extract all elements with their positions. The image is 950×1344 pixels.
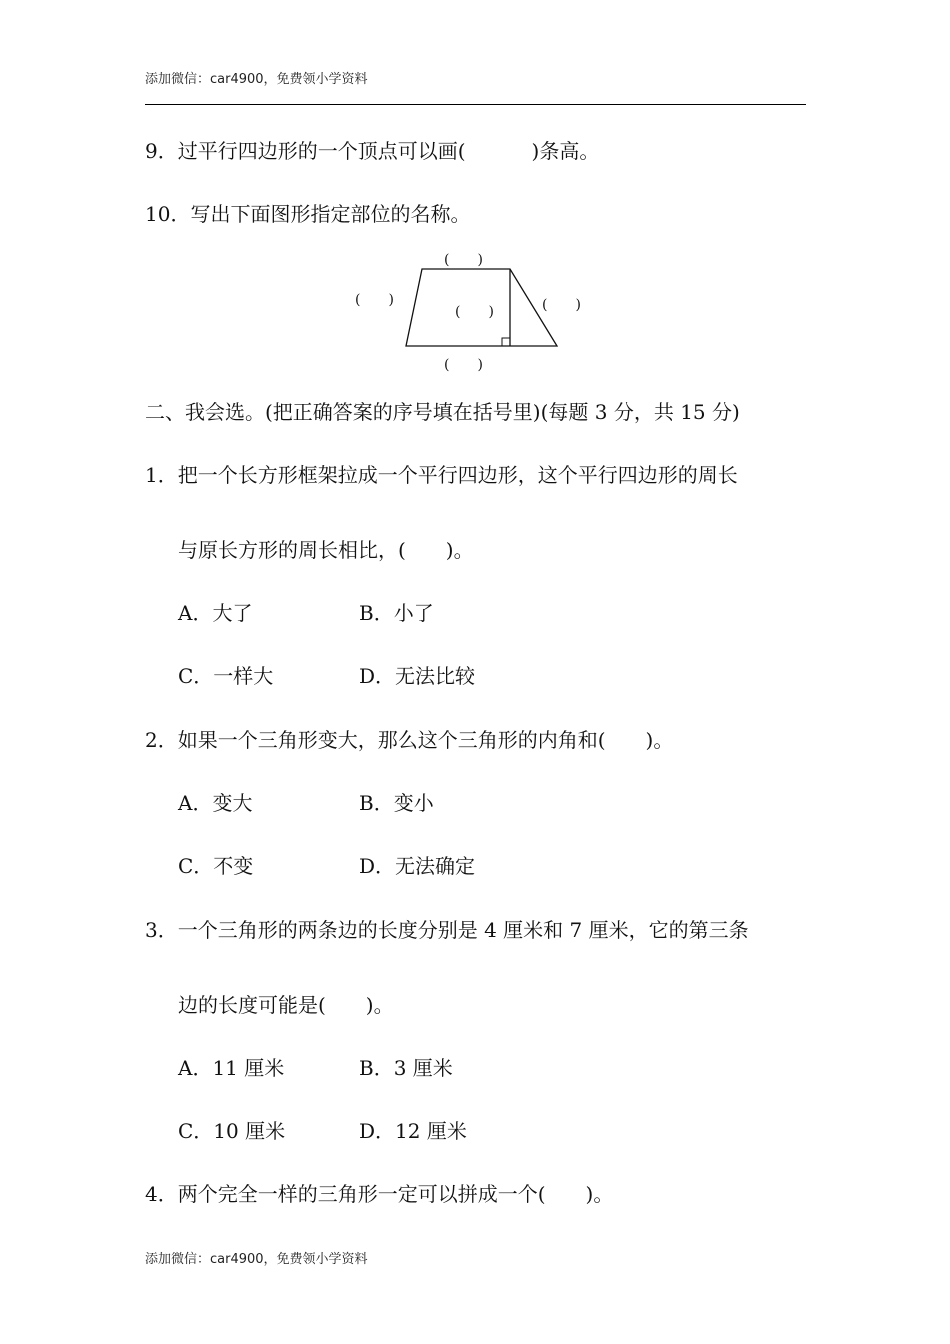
option-c[interactable]: C．一样大 (178, 664, 274, 688)
label-height[interactable]: ( ) (455, 304, 494, 320)
page-footer: 添加微信：car4900，免费领小学资料 (145, 1252, 368, 1267)
question-number: 2． (145, 728, 178, 752)
option-c[interactable]: C．10 厘米 (178, 1119, 286, 1143)
trapezoid-diagram (0, 0, 950, 400)
question-text: 一个三角形的两条边的长度分别是 4 厘米和 7 厘米，它的第三条 (177, 918, 749, 942)
label-left-leg[interactable]: ( ) (355, 292, 394, 308)
option-b[interactable]: B．3 厘米 (359, 1056, 453, 1080)
question-text: 两个完全一样的三角形一定可以拼成一个( )。 (177, 1182, 614, 1206)
option-d[interactable]: D．12 厘米 (359, 1119, 467, 1143)
choice-question-1 (145, 463, 738, 487)
option-b[interactable]: B．小了 (359, 601, 434, 625)
option-a[interactable]: A．11 厘米 (178, 1056, 285, 1080)
question-number: 9． (145, 139, 178, 163)
question-text: 把一个长方形框架拉成一个平行四边形，这个平行四边形的周长 (177, 463, 738, 487)
option-c[interactable]: C．不变 (178, 854, 254, 878)
question-number: 3． (145, 918, 178, 942)
section-title: 二、我会选。(把正确答案的序号填在括号里)(每题 3 分，共 15 分) (145, 400, 740, 424)
question-number: 1． (145, 463, 178, 487)
question-text-continued: 边的长度可能是( )。 (178, 993, 394, 1017)
option-d[interactable]: D．无法确定 (359, 854, 476, 878)
question-number: 4． (145, 1182, 178, 1206)
right-angle-mark (502, 338, 510, 346)
option-b[interactable]: B．变小 (359, 791, 434, 815)
question-text-after: )条高。 (531, 139, 600, 163)
question-text-continued: 与原长方形的周长相比，( )。 (178, 538, 474, 562)
option-d[interactable]: D．无法比较 (359, 664, 476, 688)
choice-question-3 (145, 918, 749, 942)
question-number: 10． (145, 202, 191, 226)
question-text: 如果一个三角形变大，那么这个三角形的内角和( )。 (177, 728, 674, 752)
label-top-base[interactable]: ( ) (444, 252, 483, 268)
option-a[interactable]: A．大了 (178, 601, 253, 625)
label-bottom-base[interactable]: ( ) (444, 357, 483, 373)
question-text-before: 过平行四边形的一个顶点可以画( (177, 139, 466, 163)
option-a[interactable]: A．变大 (178, 791, 253, 815)
question-text: 写出下面图形指定部位的名称。 (190, 202, 471, 226)
page-header: 添加微信：car4900，免费领小学资料 (145, 72, 368, 87)
choice-question-4 (145, 1182, 613, 1206)
label-right-leg[interactable]: ( ) (542, 297, 581, 313)
choice-question-2 (145, 728, 673, 752)
